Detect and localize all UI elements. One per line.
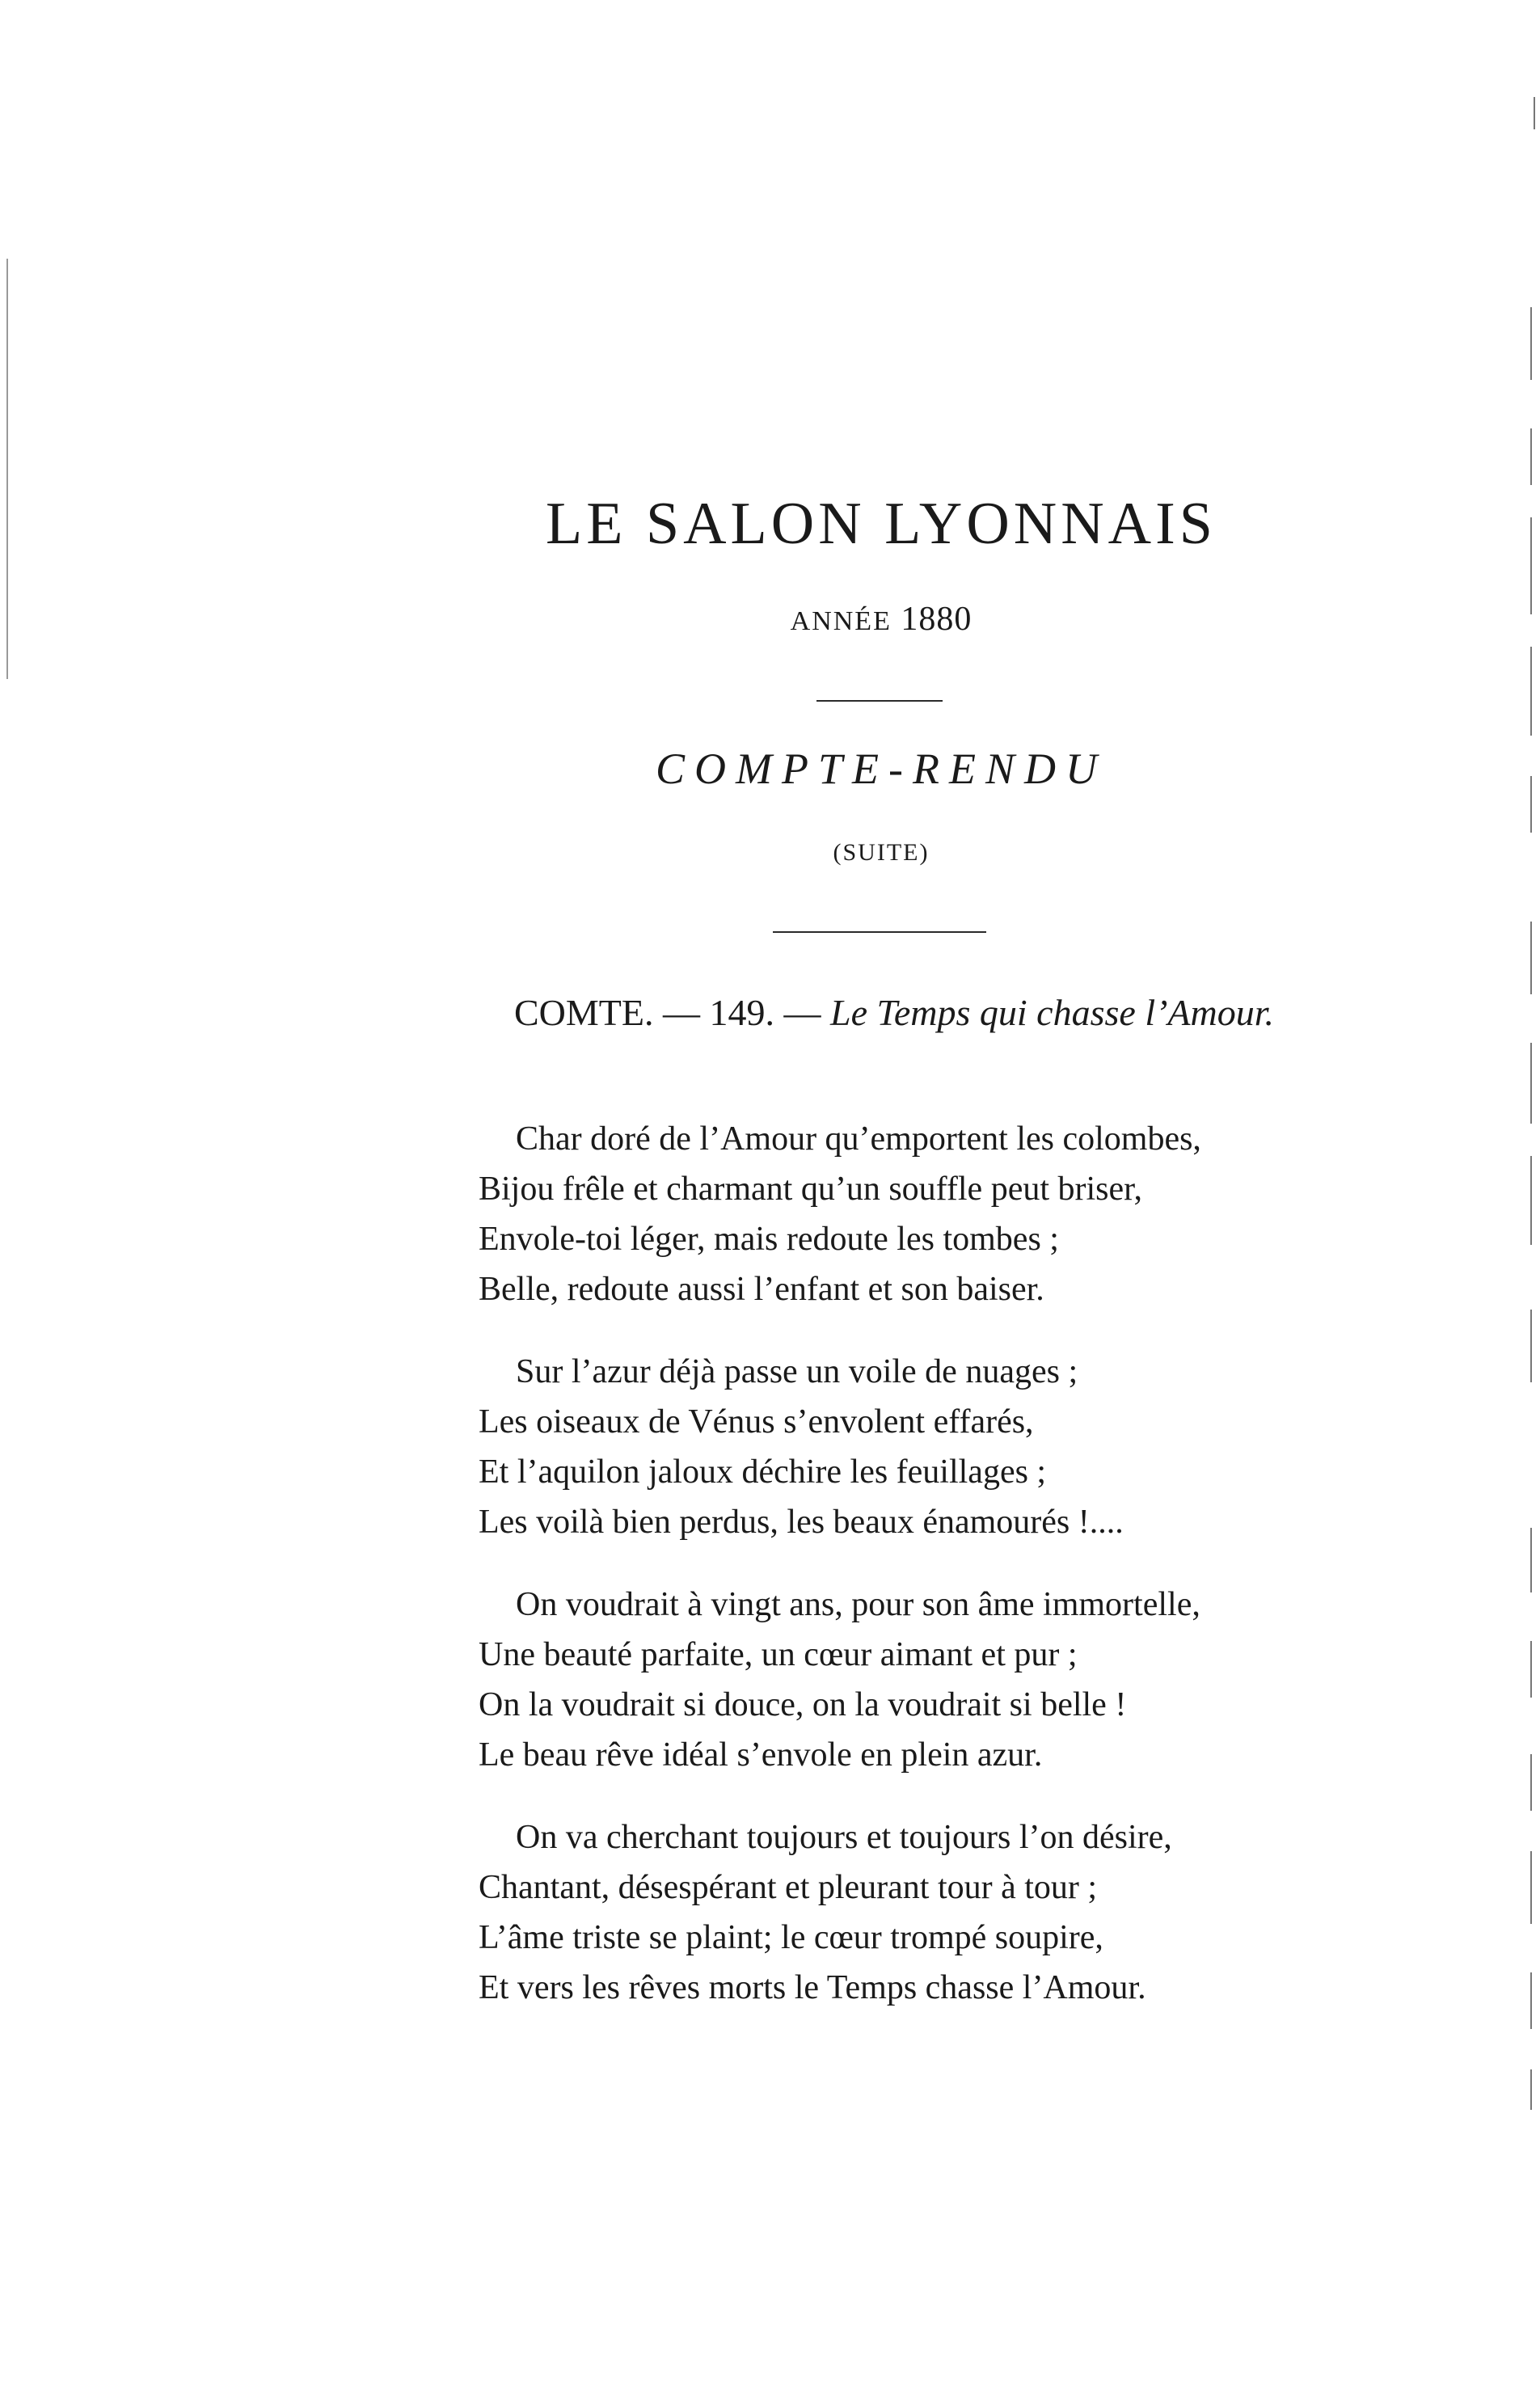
scan-edge-right	[1530, 1754, 1532, 1811]
entry-separator: —	[774, 992, 830, 1033]
stanza	[479, 1347, 1201, 1547]
scan-edge-right	[1530, 1528, 1532, 1592]
scan-edge-right	[1530, 1641, 1532, 1698]
scan-edge-right	[1530, 517, 1532, 614]
stanza	[479, 1812, 1201, 2013]
stanza	[479, 1114, 1201, 1314]
scan-edge-right	[1530, 1972, 1532, 2029]
verse-line: Char doré de l’Amour qu’emportent les colombes,	[516, 1120, 1201, 1158]
scan-edge-right	[1530, 2069, 1532, 2110]
page-title: LE SALON LYONNAIS	[546, 491, 1217, 557]
year-line	[517, 600, 1245, 639]
verse-line: On la voudrait si douce, on la voudrait si belle !	[479, 1686, 1127, 1723]
verse-line: Chantant, désespérant et pleurant tour à tour ;	[479, 1869, 1098, 1906]
year-label: ANNÉE	[790, 606, 892, 636]
artist-name: COMTE.	[514, 992, 654, 1033]
verse-line: Bijou frêle et charmant qu’un souffle peut briser,	[479, 1171, 1142, 1208]
scan-edge-right	[1530, 922, 1532, 994]
verse-line: Et vers les rêves morts le Temps chasse l’Amour.	[479, 1969, 1146, 2006]
verse-line: L’âme triste se plaint; le cœur trompé soupire,	[479, 1919, 1103, 1956]
entry-separator: —	[653, 992, 710, 1033]
scan-edge-right	[1530, 1310, 1532, 1382]
scan-edge-right	[1530, 428, 1532, 485]
year-value: 1880	[901, 601, 973, 638]
poem	[479, 1114, 1201, 2045]
artwork-title: Le Temps qui chasse l’Amour.	[830, 992, 1275, 1033]
scan-edge-right	[1530, 1043, 1532, 1124]
scan-edge-right	[1530, 1156, 1532, 1245]
section-heading: COMPTE-RENDU	[656, 745, 1107, 793]
scan-edge-left	[6, 259, 8, 679]
scan-edge-right	[1534, 97, 1535, 129]
verse-line: Les oiseaux de Vénus s’envolent effarés,	[479, 1403, 1034, 1441]
stanza	[479, 1580, 1201, 1780]
scan-edge-right	[1530, 776, 1532, 833]
scan-edge-right	[1530, 647, 1532, 736]
continued-label: (SUITE)	[833, 839, 930, 866]
verse-line: Les voilà bien perdus, les beaux énamourés !....	[479, 1504, 1124, 1541]
verse-line: Belle, redoute aussi l’enfant et son baiser.	[479, 1271, 1044, 1308]
scan-edge-right	[1530, 307, 1532, 380]
scan-edge-right	[1530, 1851, 1532, 1924]
verse-line: On voudrait à vingt ans, pour son âme immortelle,	[516, 1586, 1200, 1623]
verse-line: Une beauté parfaite, un cœur aimant et pur ;	[479, 1636, 1078, 1673]
title-divider	[816, 700, 943, 702]
verse-line: Le beau rêve idéal s’envole en plein azur.	[479, 1736, 1043, 1774]
entry-number: 149.	[709, 992, 774, 1033]
verse-line: Sur l’azur déjà passe un voile de nuages ;	[516, 1353, 1078, 1390]
verse-line: On va cherchant toujours et toujours l’on désire,	[516, 1819, 1172, 1856]
section-divider	[773, 931, 986, 933]
verse-line: Et l’aquilon jaloux déchire les feuillages ;	[479, 1453, 1047, 1491]
catalogue-entry	[514, 991, 1274, 1034]
verse-line: Envole-toi léger, mais redoute les tombes ;	[479, 1221, 1059, 1258]
